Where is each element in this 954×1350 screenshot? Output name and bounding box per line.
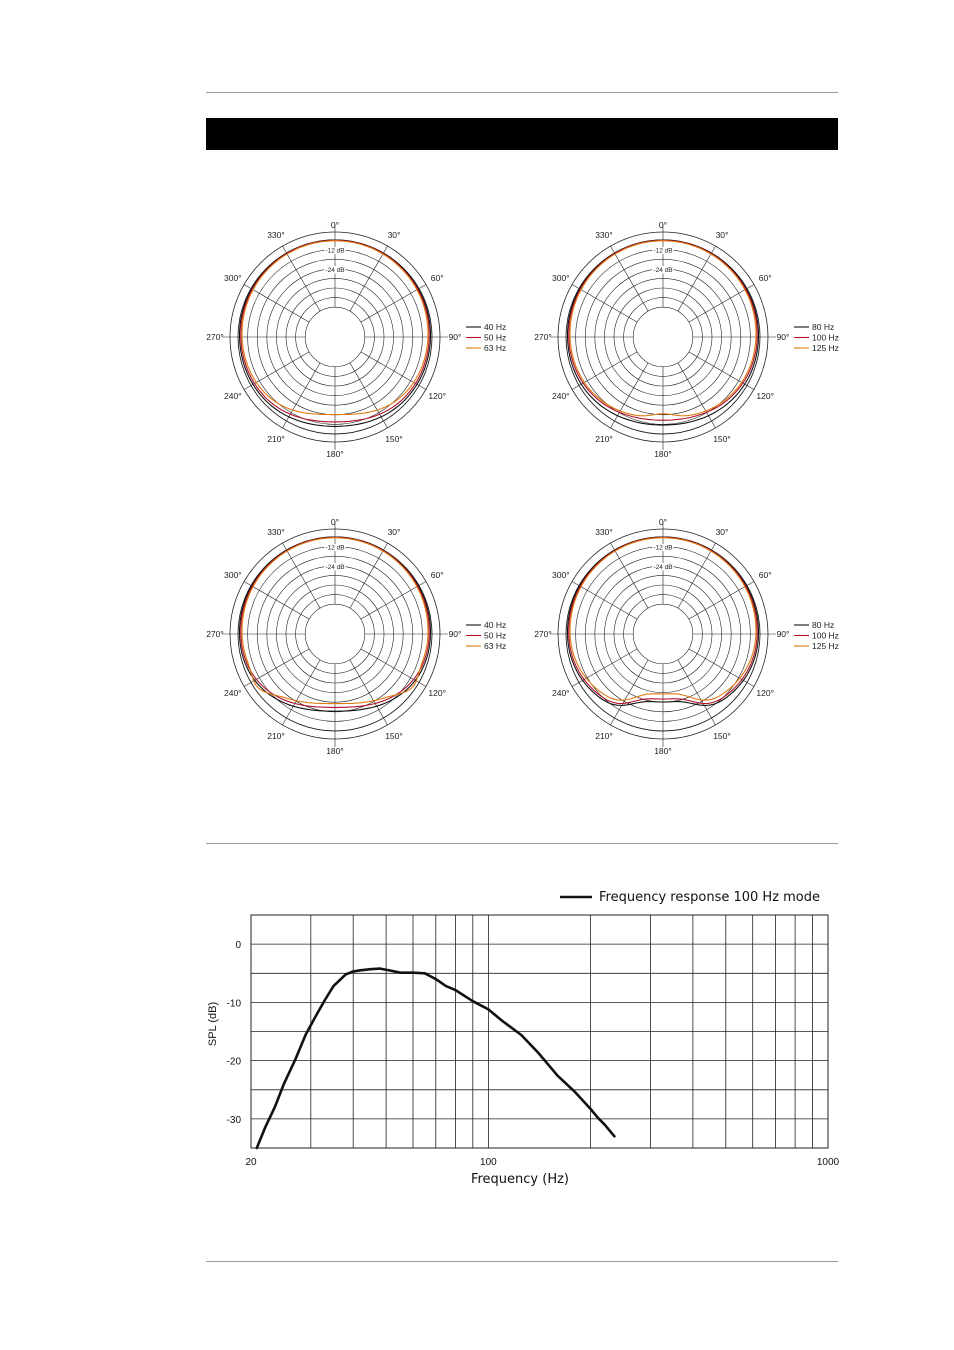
polar-angle-label: 240° bbox=[552, 688, 570, 698]
polar-chart-4 bbox=[534, 517, 839, 756]
polar-angle-label: 300° bbox=[224, 273, 242, 283]
polar-ring bbox=[305, 307, 365, 367]
polar-chart-3 bbox=[206, 517, 506, 756]
polar-ring bbox=[296, 298, 375, 377]
legend-label: 40 Hz bbox=[484, 322, 507, 332]
polar-angle-label: 180° bbox=[654, 449, 672, 459]
polar-angle-label: 120° bbox=[428, 688, 446, 698]
polar-angle-label: 240° bbox=[552, 391, 570, 401]
legend-label: 125 Hz bbox=[812, 343, 839, 353]
legend-label: 63 Hz bbox=[484, 641, 507, 651]
polar-angle-label: 60° bbox=[758, 570, 772, 580]
polar-angle-label: 0° bbox=[658, 517, 668, 527]
frequency-response-chart bbox=[207, 890, 840, 1187]
polar-angle-label: 210° bbox=[595, 434, 613, 445]
legend-label: 80 Hz bbox=[812, 620, 835, 630]
polar-angle-label: 270° bbox=[534, 332, 552, 342]
polar-angle-label: 60° bbox=[430, 273, 444, 283]
fr-legend-label: Frequency response 100 Hz mode bbox=[599, 890, 821, 905]
polar-angle-label: 90° bbox=[776, 629, 790, 639]
polar-angle-label: 240° bbox=[224, 688, 242, 698]
polar-ring bbox=[624, 298, 703, 377]
polar-ring bbox=[305, 604, 365, 664]
legend-label: 125 Hz bbox=[812, 641, 839, 651]
legend-label: 40 Hz bbox=[484, 620, 507, 630]
polar-angle-label: 180° bbox=[654, 746, 672, 756]
x-tick-label: 100 bbox=[480, 1157, 497, 1168]
polar-angle-label: 90° bbox=[448, 332, 462, 342]
polar-angle-label: 30° bbox=[387, 526, 401, 537]
polar-ring bbox=[633, 307, 693, 367]
legend-label: 50 Hz bbox=[484, 630, 507, 641]
polar-ring bbox=[633, 604, 693, 664]
polar-angle-label: 60° bbox=[758, 273, 772, 283]
legend-label: 50 Hz bbox=[484, 332, 507, 343]
x-tick-label: 20 bbox=[245, 1157, 257, 1168]
legend-label: 80 Hz bbox=[812, 322, 835, 332]
polar-angle-label: 180° bbox=[326, 746, 344, 756]
polar-ring bbox=[296, 595, 375, 674]
polar-angle-label: 30° bbox=[715, 229, 729, 240]
polar-angle-label: 240° bbox=[224, 391, 242, 401]
polar-angle-label: 0° bbox=[658, 220, 668, 230]
polar-db-label: -24 dB bbox=[325, 563, 345, 571]
polar-ring bbox=[624, 595, 703, 674]
polar-db-label: -24 dB bbox=[653, 266, 673, 274]
polar-angle-label: 330° bbox=[267, 526, 285, 537]
x-tick-label: 1000 bbox=[816, 1157, 840, 1168]
polar-angle-label: 30° bbox=[715, 526, 729, 537]
polar-angle-label: 150° bbox=[713, 434, 731, 445]
y-tick-label: -10 bbox=[226, 998, 241, 1010]
polar-angle-label: 300° bbox=[224, 570, 242, 580]
polar-angle-label: 120° bbox=[756, 688, 774, 698]
polar-angle-label: 150° bbox=[385, 731, 403, 742]
y-axis-label: SPL (dB) bbox=[207, 1001, 219, 1047]
polar-angle-label: 210° bbox=[595, 731, 613, 742]
y-tick-label: -30 bbox=[226, 1114, 241, 1126]
polar-angle-label: 210° bbox=[267, 434, 285, 445]
polar-angle-label: 210° bbox=[267, 731, 285, 742]
polar-db-label: -12 dB bbox=[325, 247, 345, 255]
polar-angle-label: 270° bbox=[534, 629, 552, 639]
polar-angle-label: 330° bbox=[595, 526, 613, 537]
polar-angle-label: 300° bbox=[552, 570, 570, 580]
polar-angle-label: 0° bbox=[330, 517, 340, 527]
legend-label: 100 Hz bbox=[812, 332, 839, 343]
polar-angle-label: 150° bbox=[713, 731, 731, 742]
x-axis-label: Frequency (Hz) bbox=[470, 1172, 570, 1187]
legend-label: 100 Hz bbox=[812, 630, 839, 641]
polar-db-label: -12 dB bbox=[325, 544, 345, 552]
polar-angle-label: 330° bbox=[595, 229, 613, 240]
polar-angle-label: 90° bbox=[448, 629, 462, 639]
polar-chart-2 bbox=[534, 220, 839, 459]
legend-label: 63 Hz bbox=[484, 343, 507, 353]
polar-angle-label: 60° bbox=[430, 570, 444, 580]
polar-angle-label: 120° bbox=[428, 391, 446, 401]
y-tick-label: 0 bbox=[235, 940, 241, 952]
polar-db-label: -24 dB bbox=[325, 266, 345, 274]
polar-angle-label: 270° bbox=[206, 332, 224, 342]
polar-chart-1 bbox=[206, 220, 506, 459]
polar-angle-label: 120° bbox=[756, 391, 774, 401]
polar-angle-label: 0° bbox=[330, 220, 340, 230]
polar-db-label: -12 dB bbox=[653, 544, 673, 552]
polar-angle-label: 330° bbox=[267, 229, 285, 240]
polar-db-label: -24 dB bbox=[653, 563, 673, 571]
polar-angle-label: 180° bbox=[326, 449, 344, 459]
polar-angle-label: 150° bbox=[385, 434, 403, 445]
polar-angle-label: 270° bbox=[206, 629, 224, 639]
polar-angle-label: 90° bbox=[776, 332, 790, 342]
polar-angle-label: 30° bbox=[387, 229, 401, 240]
polar-db-label: -12 dB bbox=[653, 247, 673, 255]
y-tick-label: -20 bbox=[226, 1056, 241, 1068]
polar-angle-label: 300° bbox=[552, 273, 570, 283]
